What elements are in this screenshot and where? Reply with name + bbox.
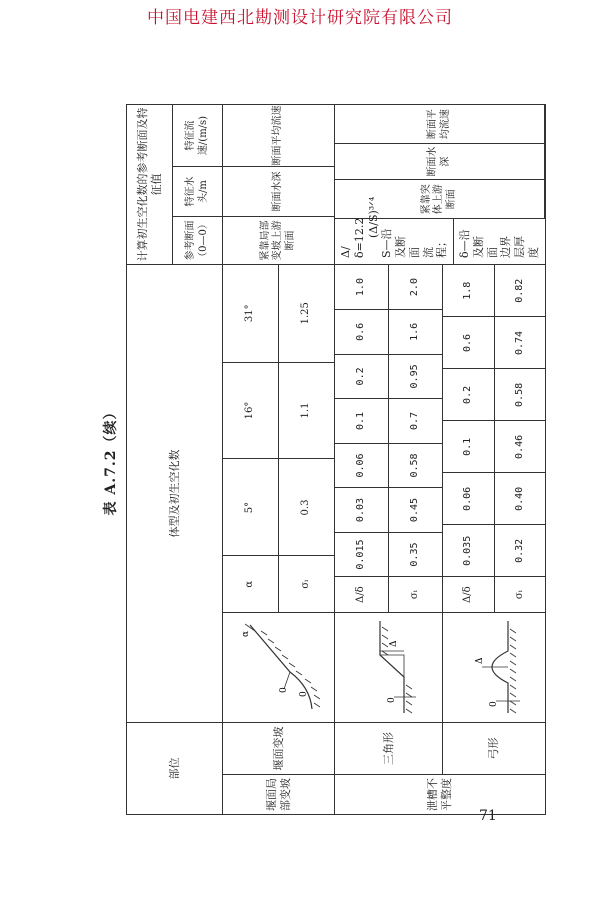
slot-characteristic-head: 断面水深 [335,144,545,180]
triangle-formula-note: Δ/δ=12.2 (Δ/S)³ᐟ⁴ S—沿及断面 流程； [335,219,454,264]
arc-sigma-value: 0.58 [494,369,545,421]
arc-delta-value: 0.06 [443,473,494,525]
triangle-sigma-value: 0.35 [389,532,443,577]
dam-alpha-symbol: α [223,556,279,612]
dam-alpha-value: 5° [223,459,279,556]
arc-delta-symbol: Δ/δ [443,577,494,612]
arc-values-table [443,265,545,612]
arc-delta-value: 1.8 [443,265,494,317]
dam-slope-figure [223,613,335,723]
header-reference-section: 参考断面（0—0） [173,217,223,265]
rotated-table-block [100,105,540,815]
dam-alpha-value: 16° [223,362,279,459]
dam-fig-alpha: α [240,631,251,638]
table-caption: 表 A.7.2（续） [103,404,119,516]
arc-sigma-value: 0.46 [494,421,545,473]
triangle-figure [335,613,443,723]
triangle-label: 三角形 [335,723,443,775]
triangle-sigma-value: 0.58 [389,443,443,488]
triangle-delta-value: 1.0 [335,265,389,310]
triangle-sigma-value: 1.6 [389,310,443,355]
dam-alpha-value: 31° [223,265,279,362]
header-characteristic-velocity: 特征流速/(m/s) [173,105,223,167]
dam-sigma-value: 0.3 [279,459,335,556]
dam-fig-zero-top: 0 [278,687,289,694]
dam-sigma-value: 1.1 [279,362,335,459]
arc-figure [443,613,546,723]
triangle-sigma-value: 0.7 [389,399,443,444]
cavitation-table [126,104,546,815]
dam-characteristic-velocity: 断面平均流速 [223,105,335,167]
arc-delta-value: 0.035 [443,525,494,577]
arc-delta-value: 0.2 [443,369,494,421]
dam-characteristic-head: 断面水深 [223,167,335,217]
dam-reference-section: 紧靠局部变坡上游断面 [223,217,335,265]
slot-reference-section: 紧靠突体上游断面 [335,180,545,219]
page-number: 71 [479,808,497,824]
group-slot-label: 泄槽不平整度 [335,775,546,815]
header-reference-group: 计算初生空化数的参考断面及特征值 [127,105,173,265]
dam-sigma-value: 1.25 [279,265,335,362]
header-position: 部位 [127,723,223,815]
dam-fig-zero-bottom: 0 [298,691,309,698]
institute-header: 中国电建西北勘测设计研究院有限公司 [147,8,453,28]
triangle-sigma-symbol: σᵢ [389,577,443,612]
triangle-fig-delta: Δ [388,641,399,648]
arc-fig-zero: 0 [489,701,500,708]
triangle-sigma-value: 2.0 [389,265,443,310]
dam-sigma-symbol: σᵢ [279,556,335,612]
arc-diagram [462,618,526,718]
arc-fig-delta: Δ [475,658,486,665]
arc-sigma-value: 0.32 [494,525,545,577]
triangle-sigma-value: 0.45 [389,488,443,533]
arc-boundary-note: δ—沿及断面 边界层厚度 [454,219,545,264]
triangle-diagram [354,618,424,718]
dam-slope-label: 堰面变坡 [223,723,335,775]
dam-values-table [223,265,334,612]
triangle-delta-value: 0.015 [335,532,389,577]
triangle-delta-value: 0.2 [335,354,389,399]
slot-characteristic-velocity: 断面平均流速 [335,105,545,144]
triangle-delta-symbol: Δ/δ [335,577,389,612]
arc-delta-value: 0.6 [443,317,494,369]
triangle-delta-value: 0.6 [335,310,389,355]
slot-reference-block [335,105,545,264]
arc-sigma-value: 0.40 [494,473,545,525]
triangle-delta-value: 0.1 [335,399,389,444]
header-characteristic-head: 特征水头/m [173,167,223,217]
arc-sigma-value: 0.74 [494,317,545,369]
triangle-values-table [335,265,442,612]
arc-label: 弓形 [443,723,546,775]
header-shape-coefficient: 体型及初生空化数 [127,265,223,723]
triangle-delta-value: 0.03 [335,488,389,533]
arc-sigma-value: 0.82 [494,265,545,317]
arc-delta-value: 0.1 [443,421,494,473]
triangle-delta-value: 0.06 [335,443,389,488]
group-dam-label: 堰面局部变坡 [223,775,335,815]
dam-slope-diagram [234,618,324,718]
triangle-sigma-value: 0.95 [389,354,443,399]
arc-sigma-symbol: σᵢ [494,577,545,612]
triangle-fig-zero: 0 [386,697,397,704]
